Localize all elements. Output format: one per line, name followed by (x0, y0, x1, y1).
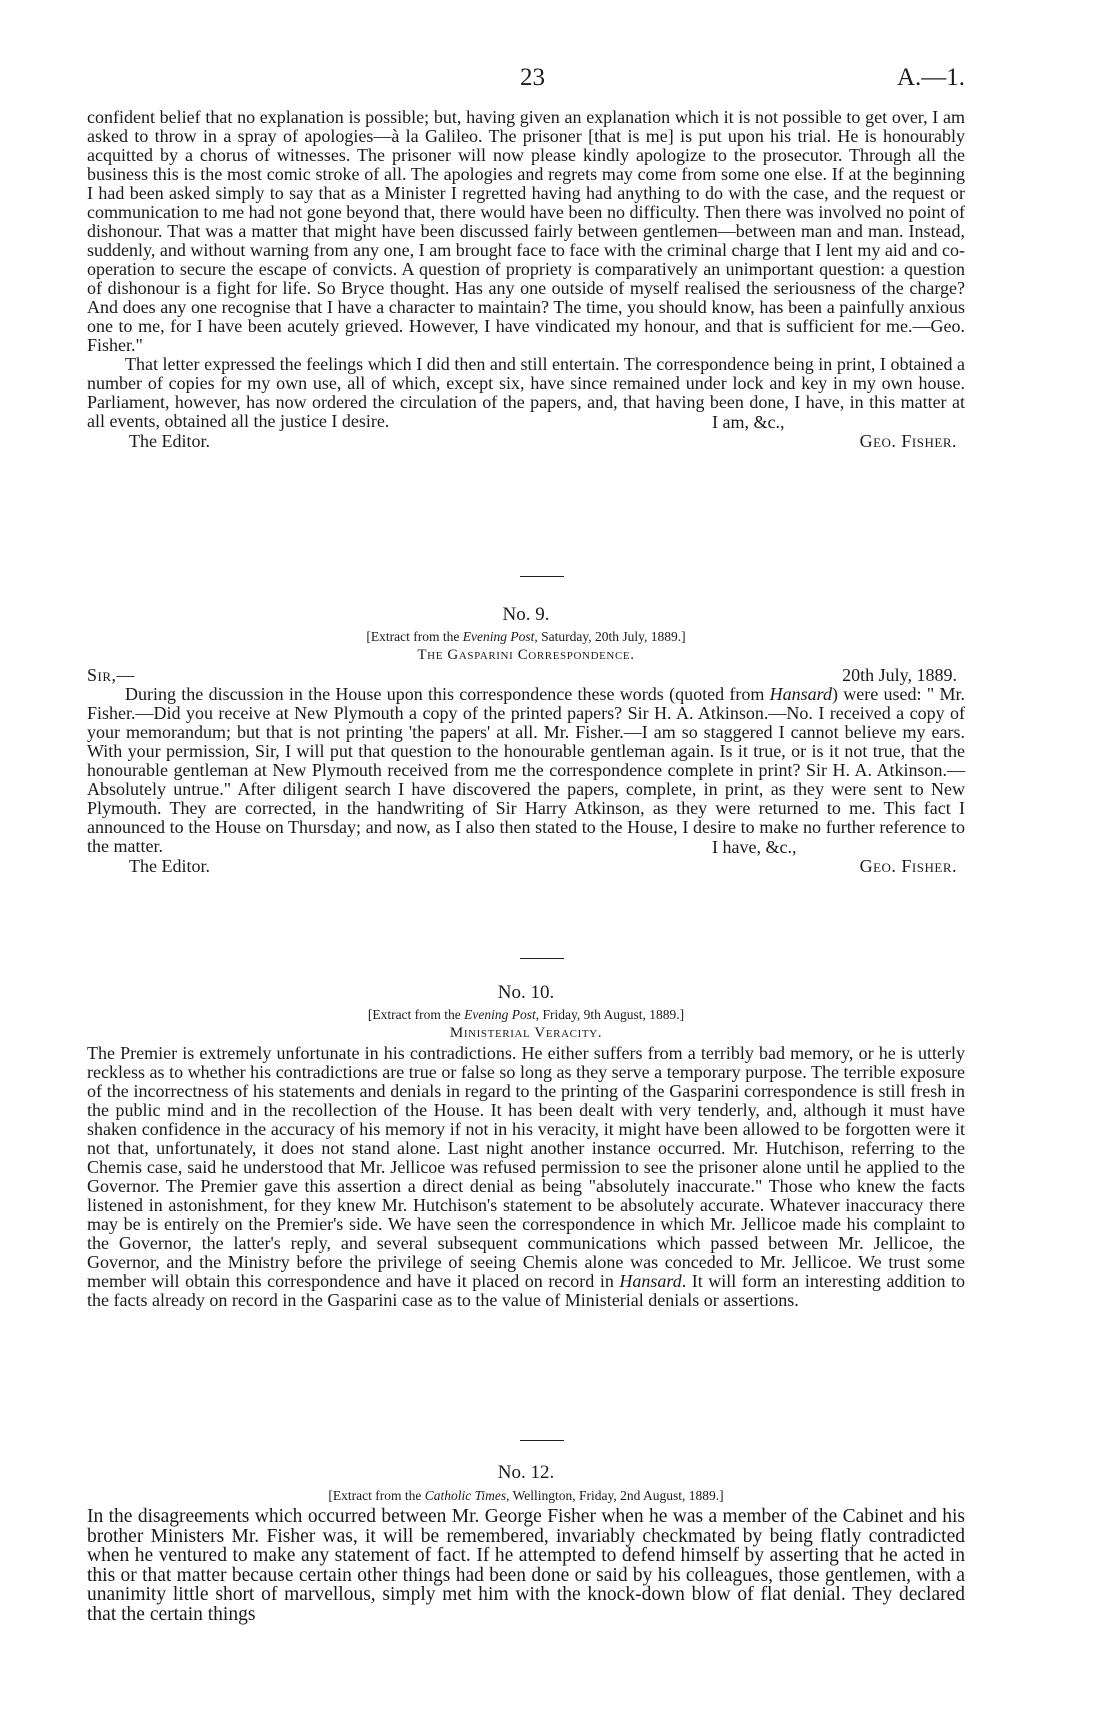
letter-paragraph: confident belief that no explanation is possible; but, having given an explanation which it is not possible to get over, I am asked to throw in a spray of apologies—à la Galileo. The prisoner [that is me] is put upon his trial. He is honourably acquitted by a chorus of witnesses. The prisoner will now please kindly apologize to the prosecutor. Through all the business this is the most comic stroke of all. The apologies and regrets may come from some one else. If at the beginning I had been asked simply to say that as a Minister I regretted having had anything to do with the case, and the request or communication to me had not gone beyond that, there would have been no difficulty. Then there was involved no point of dishonour. That was a matter that might have been discussed fairly between gentlemen—between man and man. Instead, suddenly, and without warning from any one, I am brought face to face with the criminal charge that I lent my aid and co-operation to secure the escape of convicts. A question of propriety is comparatively an unimportant question: a question of dishonour is a fight for life. So Bryce thought. Has any one outside of myself realised the seriousness of the charge? And does any one recognise that I have a character to maintain? The time, you should know, has been a painfully anxious one to me, for I have been acutely grieved. However, I have vindicated my honour, and that is sufficient for me.—Geo. Fisher." (87, 107, 965, 355)
extract-citation (87, 1007, 965, 1023)
letter-closing-line (87, 412, 965, 431)
article-title: The Gasparini Correspondence. (417, 647, 635, 663)
section-no9 (87, 604, 965, 875)
letter-closing: I have, &c., (712, 837, 797, 857)
salutation-line (87, 665, 965, 685)
letter-paragraph (87, 685, 965, 856)
letter-closing: I am, &c., (712, 412, 785, 432)
extract-suffix: , Wellington, Friday, 2nd August, 1889.] (506, 1488, 724, 1503)
article-title: Ministerial Veracity. (449, 1025, 603, 1041)
salutation: Sir,— (87, 665, 136, 685)
letter-addressee: The Editor. (129, 431, 210, 451)
paper-reference: A.—1. (897, 64, 966, 91)
section-divider (520, 958, 564, 959)
section-number: No. 9. (502, 604, 550, 625)
article-paragraph: In the disagreements which occurred between Mr. George Fisher when he was a member of the Cabinet and his brother Ministers Mr. Fisher was, it will be remembered, invariably checkmated by being flatly contradicted when he ventured to make any statement of fact. If he attempted to defend himself by asserting that he acted in this or that matter because certain other things had been done or said by his colleagues, those gentlemen, with a unanimity little short of marvellous, simply met him with the knock-down blow of flat denial. They declared that the certain things (87, 1506, 965, 1625)
section-no12 (87, 1462, 965, 1624)
section-number: No. 10. (497, 982, 555, 1003)
letter-signature-line (87, 431, 965, 450)
letter-signature: Geo. Fisher. (859, 431, 957, 451)
letter-signature: Geo. Fisher. (859, 856, 957, 876)
section-number: No. 12. (497, 1462, 555, 1483)
hansard-ref: Hansard (619, 1271, 682, 1291)
section-divider (520, 576, 564, 577)
extract-citation (87, 1488, 965, 1504)
paragraph-text: . It will form an interesting addition to the facts already on record in the Gasparini case as to the value of Ministerial denials or assertions. (87, 1271, 965, 1310)
letter-date: 20th July, 1889. (842, 665, 957, 685)
letter-addressee: The Editor. (129, 856, 210, 876)
extract-prefix: [Extract from the (367, 1007, 465, 1022)
extract-suffix: , Friday, 9th August, 1889.] (535, 1007, 685, 1022)
letter-closing-line (87, 837, 965, 856)
opening-letter (87, 108, 965, 450)
page-header (0, 64, 1114, 98)
extract-citation (87, 629, 965, 645)
letter-paragraph: That letter expressed the feelings which I did then and still entertain. The correspondence being in print, I obtained a number of copies for my own use, all of which, except six, have since remained under lock and key in my own house. Parliament, however, has now ordered the circulation of the papers, and, that having been done, I have, in this matter at all events, obtained all the justice I desire. (87, 354, 965, 431)
article-paragraph (87, 1044, 965, 1310)
page-number: 23 (520, 64, 545, 91)
extract-suffix: , Saturday, 20th July, 1889.] (534, 629, 686, 644)
extract-prefix: [Extract from the (328, 1488, 425, 1503)
section-divider (520, 1440, 564, 1441)
extract-prefix: [Extract from the (366, 629, 463, 644)
paragraph-text: The Premier is extremely unfortunate in his contradictions. He either suffers from a terribly bad memory, or he is utterly reckless as to whether his contradictions are true or false so long as they serve a temporary purpose. The terrible exposure of the incorrectness of his statements and denials in regard to the printing of the Gasparini correspondence is still fresh in the public mind and in the recollection of the House. It has been dealt with very tenderly, and, although it must have shaken confidence in the accuracy of his memory if not in his veracity, it might have been allowed to be forgotten were it not that, unfortunately, it does not stand alone. Last night another instance occurred. Mr. Hutchison, referring to the Chemis case, said he understood that Mr. Jellicoe was refused permission to see the prisoner alone until he applied to the Governor. The Premier gave this assertion a direct denial as being "absolutely inaccurate." Those who knew the facts listened in astonishment, for they knew Mr. Hutchison's statement to be absolutely accurate. Whatever inaccuracy there may be is entirely on the Premier's side. We have seen the correspondence in which Mr. Jellicoe made his complaint to the Governor, the latter's reply, and several subsequent communications which passed between Mr. Jellicoe, the Governor, and the Ministry before the privilege of seeing Chemis alone was conceded to Mr. Jellicoe. We trust some member will obtain this correspondence and have it placed on record in (87, 1043, 965, 1291)
newspaper-name: Evening Post (462, 629, 535, 644)
letter-signature-line (87, 856, 965, 875)
paragraph-text: During the discussion in the House upon this correspondence these words (quoted from (125, 684, 770, 704)
hansard-ref: Hansard (769, 684, 832, 704)
newspaper-name: Evening Post (464, 1007, 536, 1022)
section-no10 (87, 982, 965, 1310)
newspaper-name: Catholic Times (424, 1488, 507, 1503)
paragraph-text: ) were used: " Mr. Fisher.—Did you receive at New Plymouth a copy of the printed papers? Sir H. A. Atkinson.—No. I received a copy of your memorandum; but that is not printing 'the papers' at all. Mr. Fisher.—I am so staggered I cannot believe my ears. With your permission, Sir, I will put that question to the honourable gentleman again. Is it true, or is it not true, that the honourable gentleman at New Plymouth received from me the correspondence complete in print? Sir H. A. Atkinson.—Absolutely untrue." After diligent search I have discovered the papers, complete, in print, as they were sent to New Plymouth. They are corrected, in the handwriting of Sir Harry Atkinson, as they were returned to me. This fact I announced to the House on Thursday; and now, as I also then stated to the House, I desire to make no further reference to the matter. (87, 684, 965, 856)
